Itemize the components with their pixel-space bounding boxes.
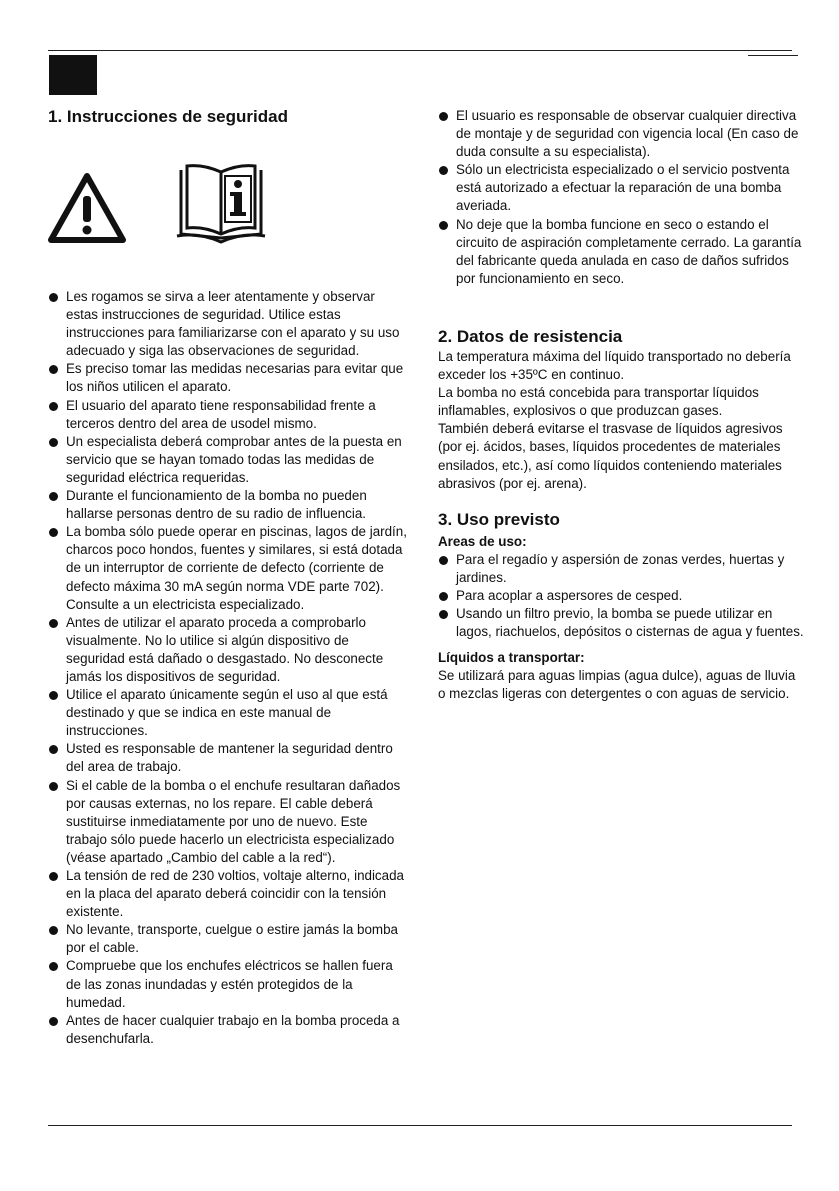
left-column — [48, 106, 410, 1048]
list-item: No deje que la bomba funcione en seco o estando el circuito de aspiración completamente cerrado. La garantía del fabricante queda anulada en caso de daños sufridos por funcionamiento en seco. — [438, 216, 806, 288]
list-item: Usando un filtro previo, la bomba se puede utilizar en lagos, riachuelos, depósitos o cisternas de agua y fuentes. — [438, 605, 806, 641]
list-item: Compruebe que los enchufes eléctricos se hallen fuera de las zonas inundadas y estén protegidos de la humedad. — [48, 957, 410, 1011]
list-item: Si el cable de la bomba o el enchufe resultaran dañados por causas externas, no los repare. El cable deberá sustituirse inmediatamente por uno de nuevo. Este trabajo sólo puede hacerlo un electricista especializado (véase apartado „Cambio del cable a la red“). — [48, 777, 410, 867]
top-rule — [48, 50, 792, 51]
bullet-icon — [439, 221, 448, 230]
bullet-icon — [49, 492, 58, 501]
bullet-icon — [49, 1017, 58, 1026]
list-item: El usuario del aparato tiene responsabilidad frente a terceros dentro del area de usodel mismo. — [48, 397, 410, 433]
bullet-icon — [49, 619, 58, 628]
list-item: Sólo un electricista especializado o el servicio postventa está autorizado a efectuar la reparación de una bomba averiada. — [438, 161, 806, 215]
list-item: Es preciso tomar las medidas necesarias para evitar que los niños utilicen el aparato. — [48, 360, 410, 396]
bullet-icon — [49, 293, 58, 302]
list-item: Un especialista deberá comprobar antes de la puesta en servicio que se hayan tomado todas las medidas de seguridad eléctrica requeridas. — [48, 433, 410, 487]
section-3-title: 3. Uso previsto — [438, 509, 560, 529]
list-item: Para el regadío y aspersión de zonas verdes, huertas y jardines. — [438, 551, 806, 587]
bullet-icon — [49, 782, 58, 791]
information-book-icon — [175, 162, 267, 246]
right-column — [438, 107, 806, 703]
liquids-text: Se utilizará para aguas limpias (agua dulce), aguas de lluvia o mezclas ligeras con detergentes o con aguas de servicio. — [438, 668, 796, 702]
bullet-icon — [439, 112, 448, 121]
section-2-title: 2. Datos de resistencia — [438, 326, 623, 346]
warning-triangle-icon — [48, 172, 126, 244]
liquids-heading: Líquidos a transportar: — [438, 650, 585, 666]
bottom-rule — [48, 1125, 792, 1126]
section-1-title: 1. Instrucciones de seguridad — [48, 107, 288, 126]
bullet-icon — [49, 365, 58, 374]
areas-heading: Areas de uso: — [438, 533, 527, 549]
section-2-paragraph: La bomba no está concebida para transportar líquidos inflamables, explosivos o que produzcan gases. — [438, 385, 759, 419]
list-item: Para acoplar a aspersores de cesped. — [438, 587, 806, 605]
bullet-icon — [49, 926, 58, 935]
list-item: Antes de hacer cualquier trabajo en la bomba proceda a desenchufarla. — [48, 1012, 410, 1048]
list-item: Durante el funcionamiento de la bomba no pueden hallarse personas dentro de su radio de influencia. — [48, 487, 410, 523]
section-2-paragraph: La temperatura máxima del líquido transportado no debería exceder los +35ºC en continuo. — [438, 348, 791, 383]
list-item: El usuario es responsable de observar cualquier directiva de montaje y de seguridad con vigencia local (En caso de duda consulte a su especialista). — [438, 107, 806, 161]
bullet-icon — [439, 166, 448, 175]
bullet-icon — [49, 872, 58, 881]
bullet-icon — [439, 610, 448, 619]
areas-list — [438, 551, 806, 641]
section-2-paragraph: También deberá evitarse el trasvase de líquidos agresivos (por ej. ácidos, bases, líquidos procedentes de materiales ensilados, etc.), así como líquidos conteniendo materiales abrasivos (por ej. arena). — [438, 421, 783, 491]
list-item: Usted es responsable de mantener la seguridad dentro del area de trabajo. — [48, 740, 410, 776]
bullet-icon — [439, 592, 448, 601]
list-item: No levante, transporte, cuelgue o estire jamás la bomba por el cable. — [48, 921, 410, 957]
list-item: La tensión de red de 230 voltios, voltaje alterno, indicada en la placa del aparato deberá coincidir con la tensión existente. — [48, 867, 410, 921]
safety-list-right — [438, 107, 806, 288]
bullet-icon — [49, 402, 58, 411]
list-item: Les rogamos se sirva a leer atentamente y observar estas instrucciones de seguridad. Utilice estas instrucciones para familiarizarse con el aparato y su uso adecuado y siga las observaciones de seguridad. — [48, 288, 410, 360]
bullet-icon — [49, 745, 58, 754]
list-item: La bomba sólo puede operar en piscinas, lagos de jardín, charcos poco hondos, fuentes y similares, si está dotada de un interruptor de corriente de defecto (corriente de defecto máxima 30 mA según norma VDE parte 702). Consulte a un electricista especializado. — [48, 523, 410, 613]
top-rule-right — [748, 55, 798, 56]
bullet-icon — [49, 438, 58, 447]
bullet-icon — [49, 962, 58, 971]
safety-list-left — [48, 288, 410, 1048]
bullet-icon — [439, 556, 448, 565]
bullet-icon — [49, 691, 58, 700]
list-item: Utilice el aparato únicamente según el uso al que está destinado y que se indica en este manual de instrucciones. — [48, 686, 410, 740]
bullet-icon — [49, 528, 58, 537]
language-marker-box — [49, 55, 97, 95]
safety-icons — [48, 142, 410, 252]
list-item: Antes de utilizar el aparato proceda a comprobarlo visualmente. No lo utilice si algún dispositivo de seguridad está dañado o desgastado. No desconecte jamás los dispositivos de seguridad. — [48, 614, 410, 686]
